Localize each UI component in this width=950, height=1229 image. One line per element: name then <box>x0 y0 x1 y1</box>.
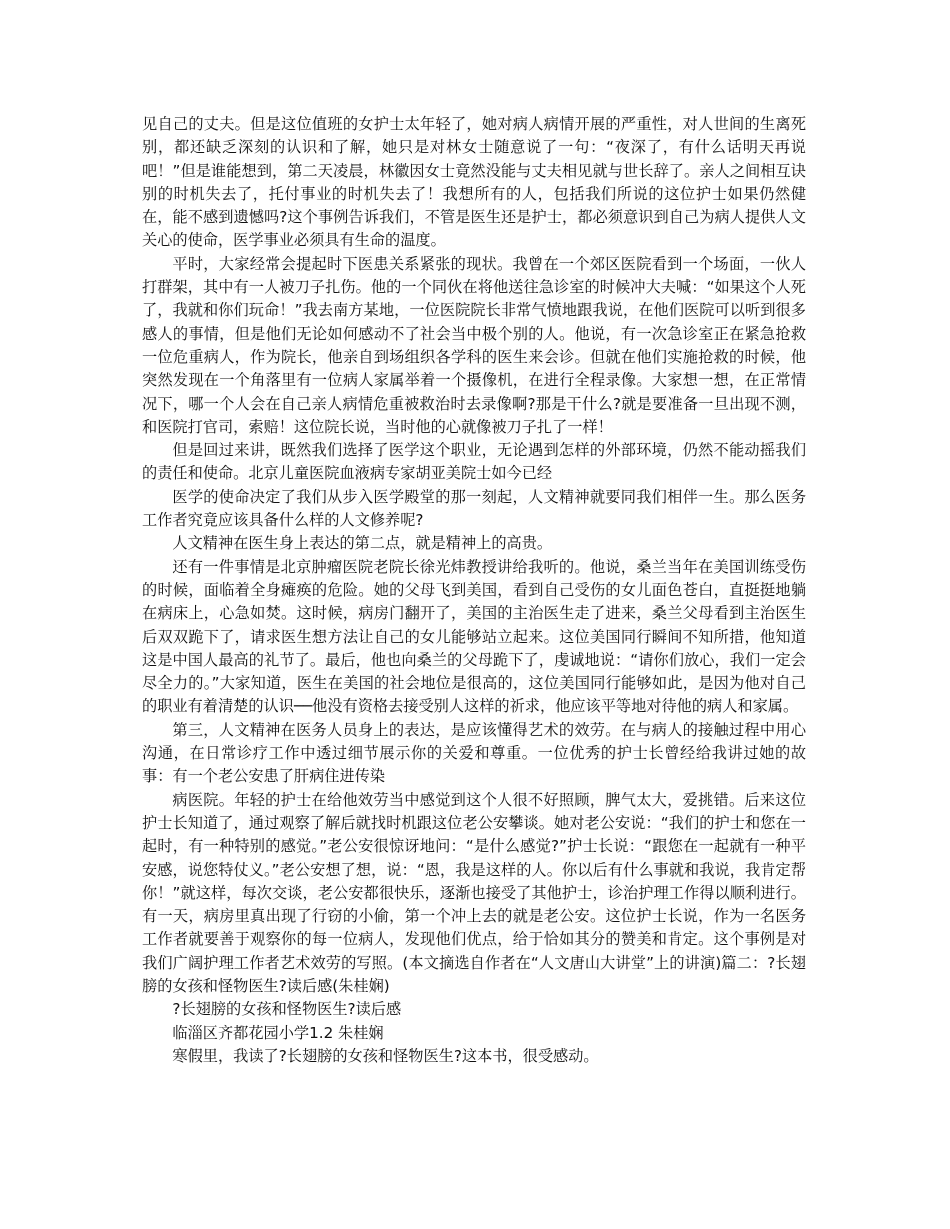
paragraph-3: 但是回过来讲，既然我们选择了医学这个职业，无论遇到怎样的外部环境，仍然不能动摇我们的责任和使命。北京儿童医院血液病专家胡亚美院士如今已经 <box>142 441 806 483</box>
paragraph-8: 病医院。年轻的护士在给他效劳当中感觉到这个人很不好照顾，脾气太大，爱挑错。后来这位护士长知道了，通过观察了解后就找时机跟这位老公安攀谈。她对老公安说：“我们的护士和您在一起时，有一种特别的感觉。”老公安很惊讶地问：“是什么感觉?”护士长说：“跟您在一起就有一种平安感，说您特仗义。”老公安想了想，说：“恩，我是这样的人。你以后有什么事就和我说，我肯定帮你！”就这样，每次交谈，老公安都很快乐，逐渐也接受了其他护士，诊治护理工作得以顺利进行。有一天，病房里真出现了行窃的小偷，第一个冲上去的就是老公安。这位护士长说，作为一名医务工作者就要善于观察你的每一位病人，发现他们优点，给于恰如其分的赞美和肯定。这个事例是对我们广阔护理工作者艺术效劳的写照。(本文摘选自作者在“人文唐山大讲堂”上的讲演)篇二：?长翅膀的女孩和怪物医生?读后感(朱桂娴) <box>142 790 806 995</box>
paragraph-2: 平时，大家经常会提起时下医患关系紧张的现状。我曾在一个郊区医院看到一个场面，一伙人打群架，其中有一人被刀子扎伤。他的一个同伙在将他送往急诊室的时候冲大夫喊：“如果这个人死了，我就和你们玩命！”我去南方某地，一位医院院长非常气愤地跟我说，在他们医院可以听到很多感人的事情，但是他们无论如何感动不了社会当中极个别的人。他说，有一次急诊室正在紧急抢救一位危重病人，作为院长，他亲自到场组织各学科的医生来会诊。但就在他们实施抢救的时候，他突然发现在一个角落里有一位病人家属举着一个摄像机，在进行全程录像。大家想一想，在正常情况下，哪一个人会在自己亲人病情危重被救治时去录像啊?那是干什么?就是要准备一旦出现不测，和医院打官司，索赔！这位院长说，当时他的心就像被刀子扎了一样！ <box>142 254 806 436</box>
document-body <box>142 113 806 1068</box>
paragraph-5: 人文精神在医生身上表达的第二点，就是精神上的高贵。 <box>172 534 553 553</box>
paragraph-4: 医学的使命决定了我们从步入医学殿堂的那一刻起，人文精神就要同我们相伴一生。那么医务工作者究竟应该具备什么样的人文修养呢? <box>142 487 806 530</box>
paragraph-7: 第三，人文精神在医务人员身上的表达，是应该懂得艺术的效劳。在与病人的接触过程中用心沟通，在日常诊疗工作中透过细节展示你的关爱和尊重。一位优秀的护士长曾经给我讲过她的故事：有一个老公安患了肝病住进传染 <box>142 720 806 786</box>
paragraph-11: 寒假里，我读了?长翅膀的女孩和怪物医生?这本书，很受感动。 <box>172 1046 599 1065</box>
paragraph-10: 临淄区齐都花园小学1.2 朱桂娴 <box>172 1023 384 1042</box>
paragraph-1: 见自己的丈夫。但是这位值班的女护士太年轻了，她对病人病情开展的严重性，对人世间的生离死别，都还缺乏深刻的认识和了解，她只是对林女士随意说了一句：“夜深了，有什么话明天再说吧！”但是谁能想到，第二天凌晨，林徽因女士竟然没能与丈夫相见就与世长辞了。亲人之间相互诀别的时机失去了，托付事业的时机失去了！我想所有的人，包括我们所说的这位护士如果仍然健在，能不感到遗憾吗?这个事例告诉我们，不管是医生还是护士，都必须意识到自己为病人提供人文关心的使命，医学事业必须具有生命的温度。 <box>142 115 806 250</box>
paragraph-6: 还有一件事情是北京肿瘤医院老院长徐光炜教授讲给我听的。他说，桑兰当年在美国训练受伤的时候，面临着全身瘫痪的危险。她的父母飞到美国，看到自己受伤的女儿面色苍白，直挺挺地躺在病床上，心急如焚。这时候，病房门翻开了，美国的主治医生走了进来，桑兰父母看到主治医生后双双跪下了，请求医生想方法让自己的女儿能够站立起来。这位美国同行瞬间不知所措，他知道这是中国人最高的礼节了。最后，他也向桑兰的父母跪下了，虔诚地说：“请你们放心，我们一定会尽全力的。”大家知道，医生在美国的社会地位是很高的，这位美国同行能够如此，是因为他对自己的职业有着清楚的认识──他没有资格去接受别人这样的祈求，他应该平等地对待他的病人和家属。 <box>142 557 806 716</box>
paragraph-9: ?长翅膀的女孩和怪物医生?读后感 <box>172 1000 402 1019</box>
